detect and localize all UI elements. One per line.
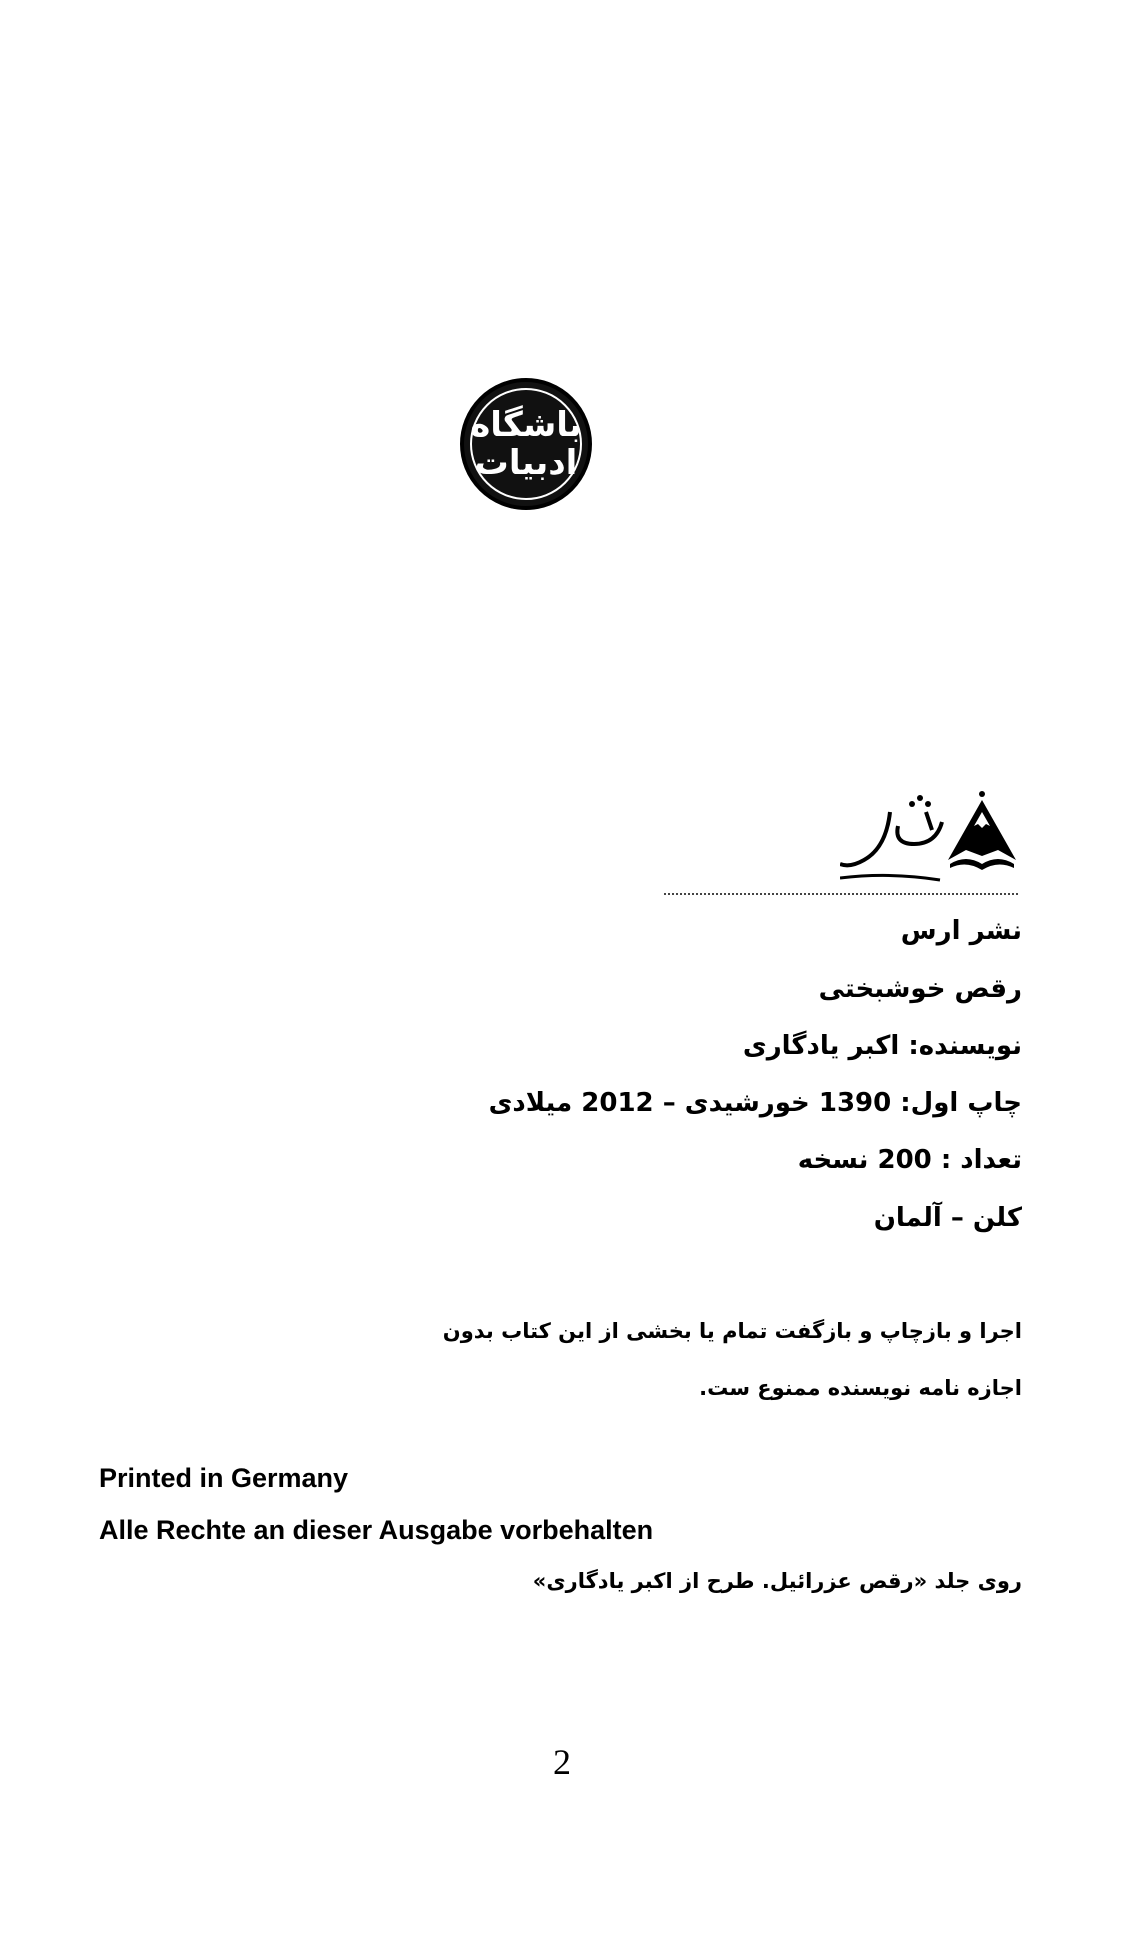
page-number: 2 [553, 1742, 571, 1782]
book-title: رقص خوشبختی [818, 974, 1022, 1004]
place-line: کلن – آلمان [873, 1203, 1022, 1233]
first-print-line: چاپ اول: 1390 خورشیدی – 2012 میلادی [488, 1088, 1022, 1118]
printed-in-line: Printed in Germany [99, 1463, 349, 1493]
seal-line-1: باشگاه [470, 405, 582, 445]
author-line: نویسنده: اکبر یادگاری [742, 1031, 1022, 1061]
mountain-book-icon [948, 791, 1016, 870]
copies-line: تعداد : 200 نسخه [797, 1145, 1022, 1175]
copyright-notice-line-1: اجرا و بازچاپ و بازگفت تمام یا بخشی از این کتاب بدون [442, 1319, 1022, 1343]
copyright-notice-line-2: اجازه نامه نویسنده ممنوع ست. [699, 1376, 1022, 1400]
club-seal-logo [460, 378, 592, 510]
cover-credit: روی جلد «رقص عزرائیل. طرح از اکبر یادگاری» [532, 1569, 1022, 1593]
rights-reserved-line: Alle Rechte an dieser Ausgabe vorbehalten [99, 1515, 654, 1545]
publisher-wordmark-text: ارس [840, 782, 842, 783]
seal-text [470, 406, 582, 482]
publisher-name: نشر ارس [900, 916, 1022, 946]
publisher-logo [840, 782, 1020, 892]
dotted-divider [664, 893, 1018, 895]
seal-line-2: ادبیات [474, 443, 578, 483]
publisher-wordmark [840, 795, 942, 880]
